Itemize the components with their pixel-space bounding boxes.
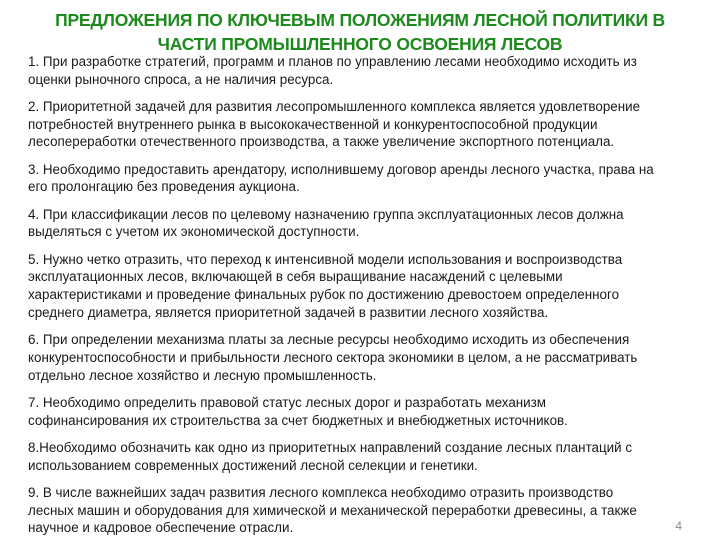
proposal-item-3 [28,161,708,196]
proposal-line: оценки рыночного спроса, а не наличия ресурса. [28,71,334,87]
proposal-line: лесных машин и оборудования для химической и механической переработки древесины, а также [28,502,637,518]
proposal-line: 9. В числе важнейших задач развития лесного комплекса необходимо отразить производство [28,484,614,500]
page-number: 4 [675,519,682,533]
proposal-line: 5. Нужно четко отразить, что переход к интенсивной модели использования и воспроизводства [28,251,623,267]
proposal-item-7 [28,394,708,429]
proposal-line: характеристиками и проведение финальных рубок по достижению древостоем определенного [28,287,620,303]
proposal-line: 2. Приоритетной задачей для развития лесопромышленного комплекса является удовлетворение [28,99,641,114]
proposal-line: 3. Необходимо предоставить арендатору, исполнившему договор аренды лесного участка, права на [28,161,654,177]
proposal-line: 7. Необходимо определить правовой статус лесных дорог и разработать механизм [28,394,547,410]
proposal-line: софинансирования их строительства за счет бюджетных и внебюджетных источников. [28,412,568,428]
proposal-line: использованием современных достижений лесной селекции и генетики. [28,457,478,473]
proposal-line: 1. При разработке стратегий, программ и планов по управлению лесами необходимо исходить из [28,54,637,69]
proposal-item-5 [28,251,708,322]
proposal-line: выделяться с учетом их экономической доступности. [28,224,360,240]
title-line: ПРЕДЛОЖЕНИЯ ПО КЛЮЧЕВЫМ ПОЛОЖЕНИЯМ ЛЕСНОЙ ПОЛИТИКИ В [55,10,665,30]
title-line: ЧАСТИ ПРОМЫШЛЕННОГО ОСВОЕНИЯ ЛЕСОВ [157,34,563,54]
slide-title [0,8,720,56]
proposal-line: конкурентоспособности и прибыльности лесного сектора экономики в целом, а не рассматривать [28,349,638,365]
proposal-line: потребностей внутреннего рынка в высококачественной и конкурентоспособной продукции [28,116,598,132]
proposal-line: 6. При определении механизма платы за лесные ресурсы необходимо исходить из обеспечения [28,332,630,348]
proposal-item-1 [28,53,708,88]
proposal-line: лесопереработки отечественного производства, а также увеличение экспортного потенциала. [28,134,615,150]
proposal-line: 8.Необходимо обозначить как одно из приоритетных направлений создание лесных плантаций с [28,439,633,455]
proposal-item-8 [28,439,708,474]
proposal-line: эксплуатационных лесов, включающей в себя выращивание насаждений с целевыми [28,269,563,285]
proposal-item-4 [28,206,708,241]
proposal-line: отдельно лесное хозяйство и лесную промышленность. [28,367,377,383]
proposal-line: среднего диаметра, является приоритетной задачей в развитии лесного хозяйства. [28,304,549,320]
proposal-item-2 [28,98,708,151]
proposals-list [28,53,708,547]
proposal-item-9 [28,484,708,537]
proposal-line: 4. При классификации лесов по целевому назначению группа эксплуатационных лесов должна [28,206,624,222]
proposal-line: его пролонгацию без проведения аукциона. [28,179,300,195]
proposal-item-6 [28,331,708,384]
proposal-line: научное и кадровое обеспечение отрасли. [28,520,294,536]
